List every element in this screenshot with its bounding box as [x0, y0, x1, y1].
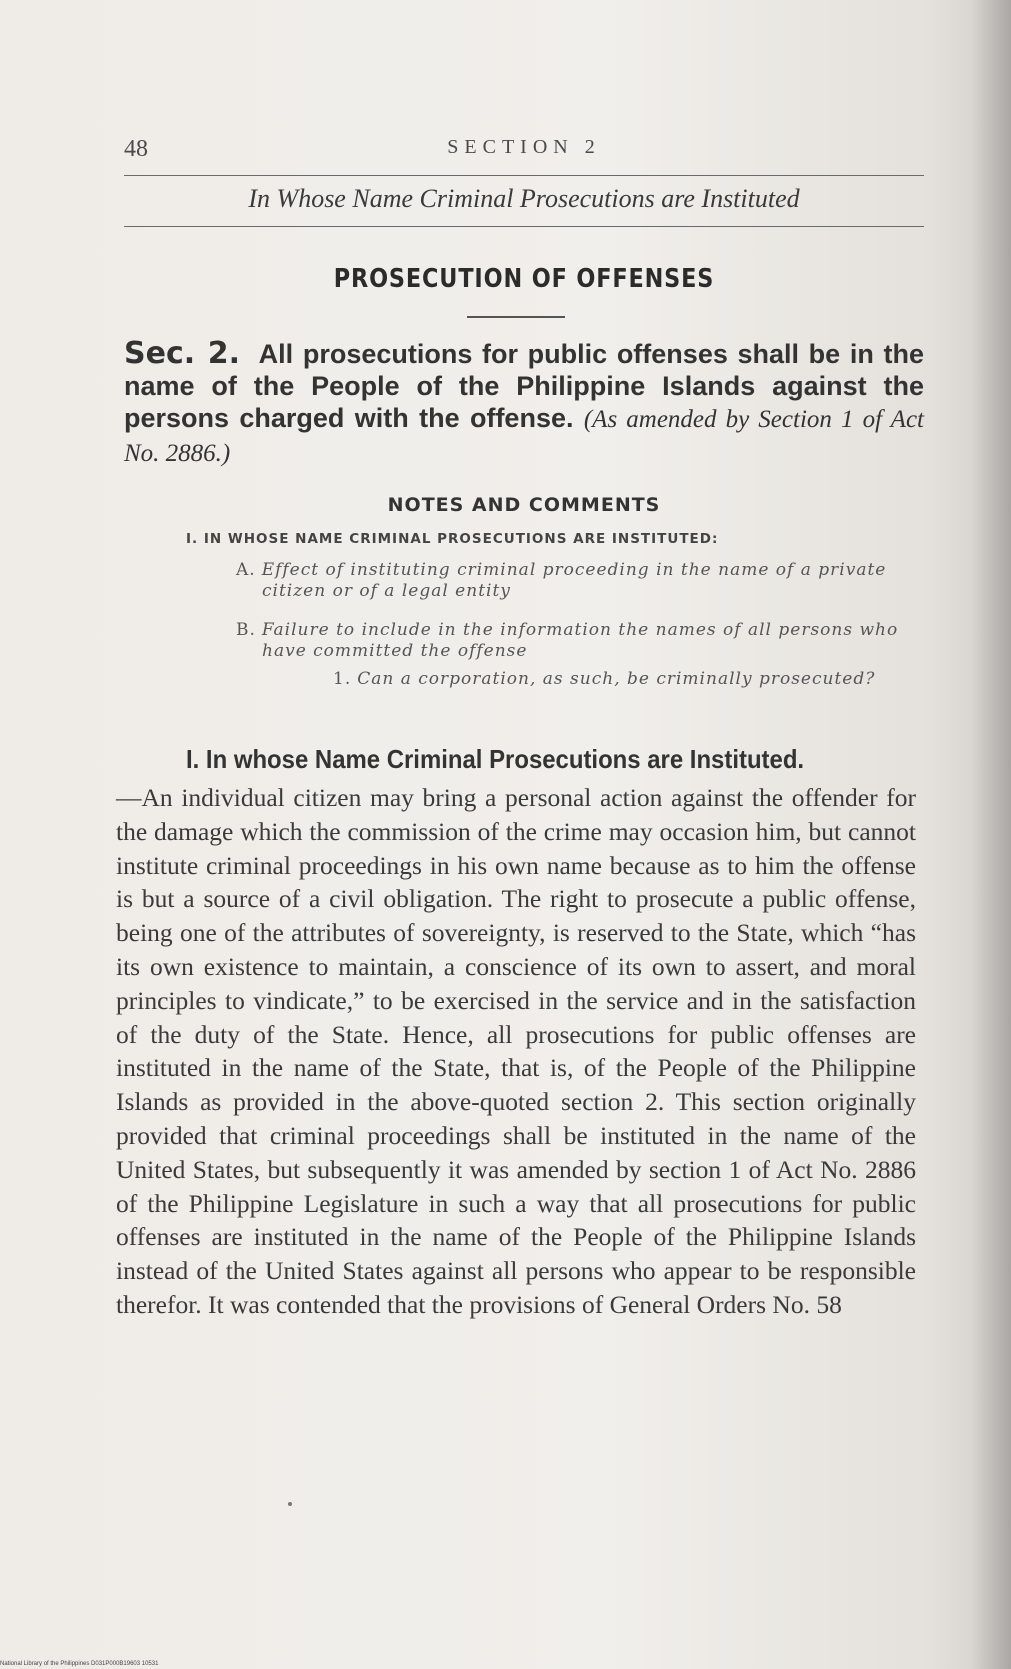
outline-item-a — [236, 560, 922, 602]
body-paragraph: —An individual citizen may bring a personal action against the offender for the damage which the commission of the crime may occasion him, but cannot institute criminal proceedings in his own name because as to him the offense is but a source of a civil obligation. The right to prosecute a public offense, being one of the attributes of sovereignty, is reserved to the State, which “has its own existence to maintain, a conscience of its own to assert, and moral principles to vindicate,” to be exercised in the service and in the satisfaction of the duty of the State. Hence, all prosecutions for public offenses are instituted in the name of the State, that is, of the People of the Philippine Islands as provided in the above-quoted section 2. This section originally provided that criminal proceedings shall be instituted in the name of the United States, but subsequently it was amended by section 1 of Act No. 2886 of the Philippine Legislature in such a way that all prosecutions for public offenses are instituted in the name of the People of the Philippine Islands instead of the United States against all persons who appear to be responsible therefor. It was contended that the provisions of General Orders No. 58 — [116, 783, 916, 1319]
page-number: 48 — [124, 136, 148, 162]
running-head — [124, 136, 924, 176]
notes-heading: NOTES AND COMMENTS — [387, 494, 661, 516]
header-rule-bottom — [124, 226, 924, 227]
amendment-note: (As amended by Section 1 of Act No. 2886.) — [124, 406, 924, 467]
body-heading: I. In whose Name Criminal Prosecutions are Instituted. — [186, 744, 805, 774]
outline-item-1-label: 1. — [333, 669, 352, 689]
outline-item-b-label: B. — [236, 620, 256, 640]
outline-main-item: I. IN WHOSE NAME CRIMINAL PROSECUTIONS ARE INSTITUTED: — [186, 531, 719, 547]
outline-item-b — [236, 620, 922, 662]
section-number: Sec. 2. — [124, 336, 241, 371]
section-provision — [124, 338, 924, 470]
outline-item-1 — [333, 669, 949, 690]
library-footer: National Library of the Philippines D031P000B19603 10531 — [0, 1661, 159, 1667]
running-subtitle: In Whose Name Criminal Prosecutions are Instituted — [248, 184, 800, 213]
outline-item-a-text: Effect of instituting criminal proceeding in the name of a private citizen or of a legal entity — [261, 560, 887, 601]
title-divider — [467, 316, 565, 318]
outline-item-b-text: Failure to include in the information the names of all persons who have committed the offense — [261, 620, 899, 661]
outline-item-1-text: Can a corporation, as such, be criminally prosecuted? — [357, 669, 876, 689]
ink-speck — [288, 1502, 292, 1506]
section-label: SECTION 2 — [447, 136, 601, 158]
outline-item-a-label: A. — [236, 560, 256, 580]
header-rule-top — [124, 175, 924, 176]
section-provision-text: All prosecutions for public offenses shall be in the name of the People of the Philippine Islands against the persons charged with the offense. — [124, 339, 925, 433]
page-edge-shadow — [971, 0, 1011, 1669]
chapter-title: PROSECUTION OF OFFENSES — [333, 264, 715, 294]
